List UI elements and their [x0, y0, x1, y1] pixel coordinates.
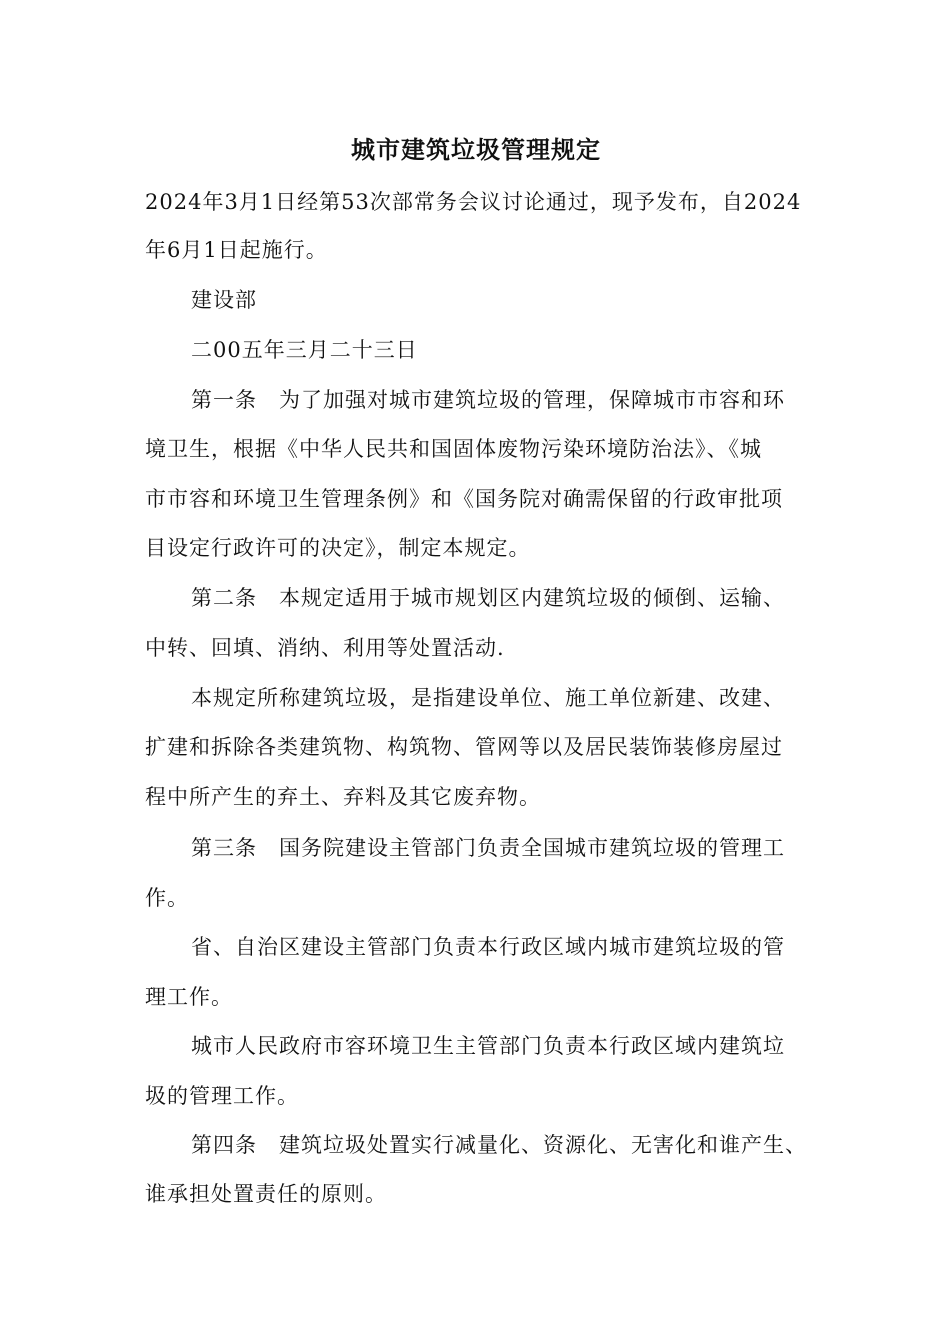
article-3-city-line: 圾的管理工作。 — [145, 1084, 299, 1108]
issuer-line: 建设部 — [191, 288, 257, 312]
document-title: 城市建筑垃圾管理规定 — [351, 135, 601, 164]
text-line: 2024年3月1日经第53次部常务会议讨论通过，现予发布，自2024 — [145, 190, 802, 214]
article-2-definition-line: 本规定所称建筑垃圾，是指建设单位、施工单位新建、改建、 — [191, 686, 785, 710]
article-2-line: 中转、回填、消纳、利用等处置活动. — [145, 636, 505, 660]
article-3-province-line: 省、自治区建设主管部门负责本行政区域内城市建筑垃圾的管 — [191, 935, 785, 959]
article-1-line: 第一条 为了加强对城市建筑垃圾的管理，保障城市市容和环 — [191, 388, 785, 412]
article-3-line: 第三条 国务院建设主管部门负责全国城市建筑垃圾的管理工 — [191, 836, 785, 860]
article-3-city-line: 城市人民政府市容环境卫生主管部门负责本行政区域内建筑垃 — [191, 1034, 785, 1058]
article-4-line: 谁承担处置责任的原则。 — [145, 1182, 387, 1206]
article-1-line: 市市容和环境卫生管理条例》和《国务院对确需保留的行政审批项 — [145, 487, 783, 511]
article-2-definition-line: 扩建和拆除各类建筑物、构筑物、管网等以及居民装饰装修房屋过 — [145, 735, 783, 759]
article-1-line: 目设定行政许可的决定》，制定本规定。 — [145, 536, 531, 560]
article-3-line: 作。 — [145, 886, 189, 910]
article-2-line: 第二条 本规定适用于城市规划区内建筑垃圾的倾倒、运输、 — [191, 586, 785, 610]
article-1-line: 境卫生，根据《中华人民共和国固体废物污染环境防治法》、《城 — [145, 437, 762, 461]
article-3-province-line: 理工作。 — [145, 985, 233, 1009]
date-line: 二00五年三月二十三日 — [191, 338, 418, 362]
article-2-definition-line: 程中所产生的弃土、弃料及其它废弃物。 — [145, 785, 541, 809]
text-line: 年6月1日起施行。 — [145, 238, 328, 262]
article-4-line: 第四条 建筑垃圾处置实行减量化、资源化、无害化和谁产生、 — [191, 1133, 807, 1157]
